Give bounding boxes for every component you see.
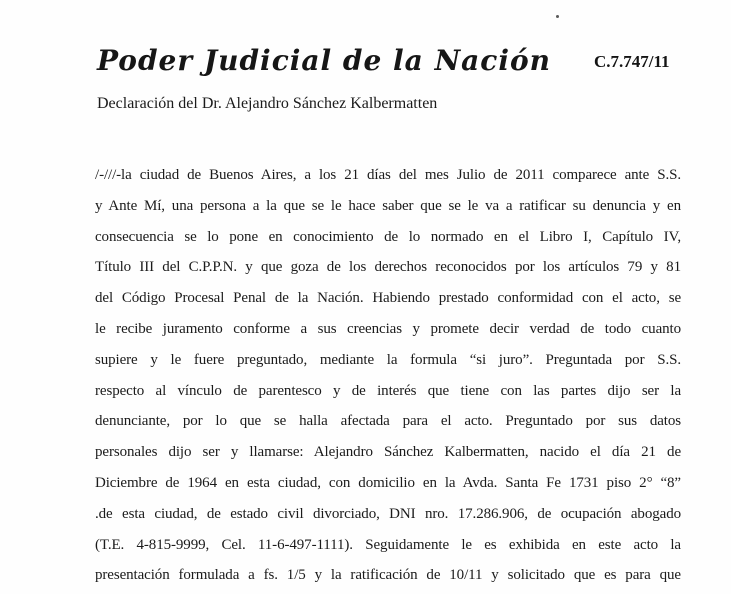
body-line: presentación formulada a fs. 1/5 y la ratificación de 10/11 y solicitado que es para que bbox=[95, 567, 681, 584]
body-line: consecuencia se lo pone en conocimiento de lo normado en el Libro I, Capítulo IV, bbox=[95, 228, 681, 245]
body-line: respecto al vínculo de parentesco y de interés que tiene con las partes dijo ser la bbox=[95, 382, 681, 399]
body-line: supiere y le fuere preguntado, mediante la formula “si juro”. Preguntada por S.S. bbox=[95, 351, 681, 368]
declaration-title: Declaración del Dr. Alejandro Sánchez Kalbermatten bbox=[97, 95, 438, 112]
body-line: .de esta ciudad, de estado civil divorciado, DNI nro. 17.286.906, de ocupación abogado bbox=[95, 505, 681, 522]
body-line: le recibe juramento conforme a sus creencias y promete decir verdad de todo cuanto bbox=[95, 320, 681, 337]
court-letterhead-title: Poder Judicial de la Nación bbox=[97, 44, 552, 77]
body-line: /-///-la ciudad de Buenos Aires, a los 21 días del mes Julio de 2011 comparece ante S.S. bbox=[95, 167, 681, 183]
case-number: C.7.747/11 bbox=[594, 52, 670, 71]
body-line: denunciante, por lo que se halla afectada para el acto. Preguntado por sus datos bbox=[95, 413, 681, 430]
body-line: (T.E. 4-815-9999, Cel. 11-6-497-1111). Seguidamente le es exhibida en este acto la bbox=[95, 536, 681, 553]
body-line: Título III del C.P.P.N. y que goza de los derechos reconocidos por los artículos 79 y 81 bbox=[95, 259, 681, 276]
declaration-body bbox=[95, 160, 681, 591]
scan-artifact-dot bbox=[556, 15, 559, 18]
body-line: personales dijo ser y llamarse: Alejandro Sánchez Kalbermatten, nacido el día 21 de bbox=[95, 444, 681, 461]
body-line: del Código Procesal Penal de la Nación. Habiendo prestado conformidad con el acto, se bbox=[95, 290, 681, 307]
body-line: Diciembre de 1964 en esta ciudad, con domicilio en la Avda. Santa Fe 1731 piso 2° “8” bbox=[95, 474, 681, 491]
body-line: y Ante Mí, una persona a la que se le hace saber que se le va a ratificar su denuncia y en bbox=[95, 197, 681, 214]
